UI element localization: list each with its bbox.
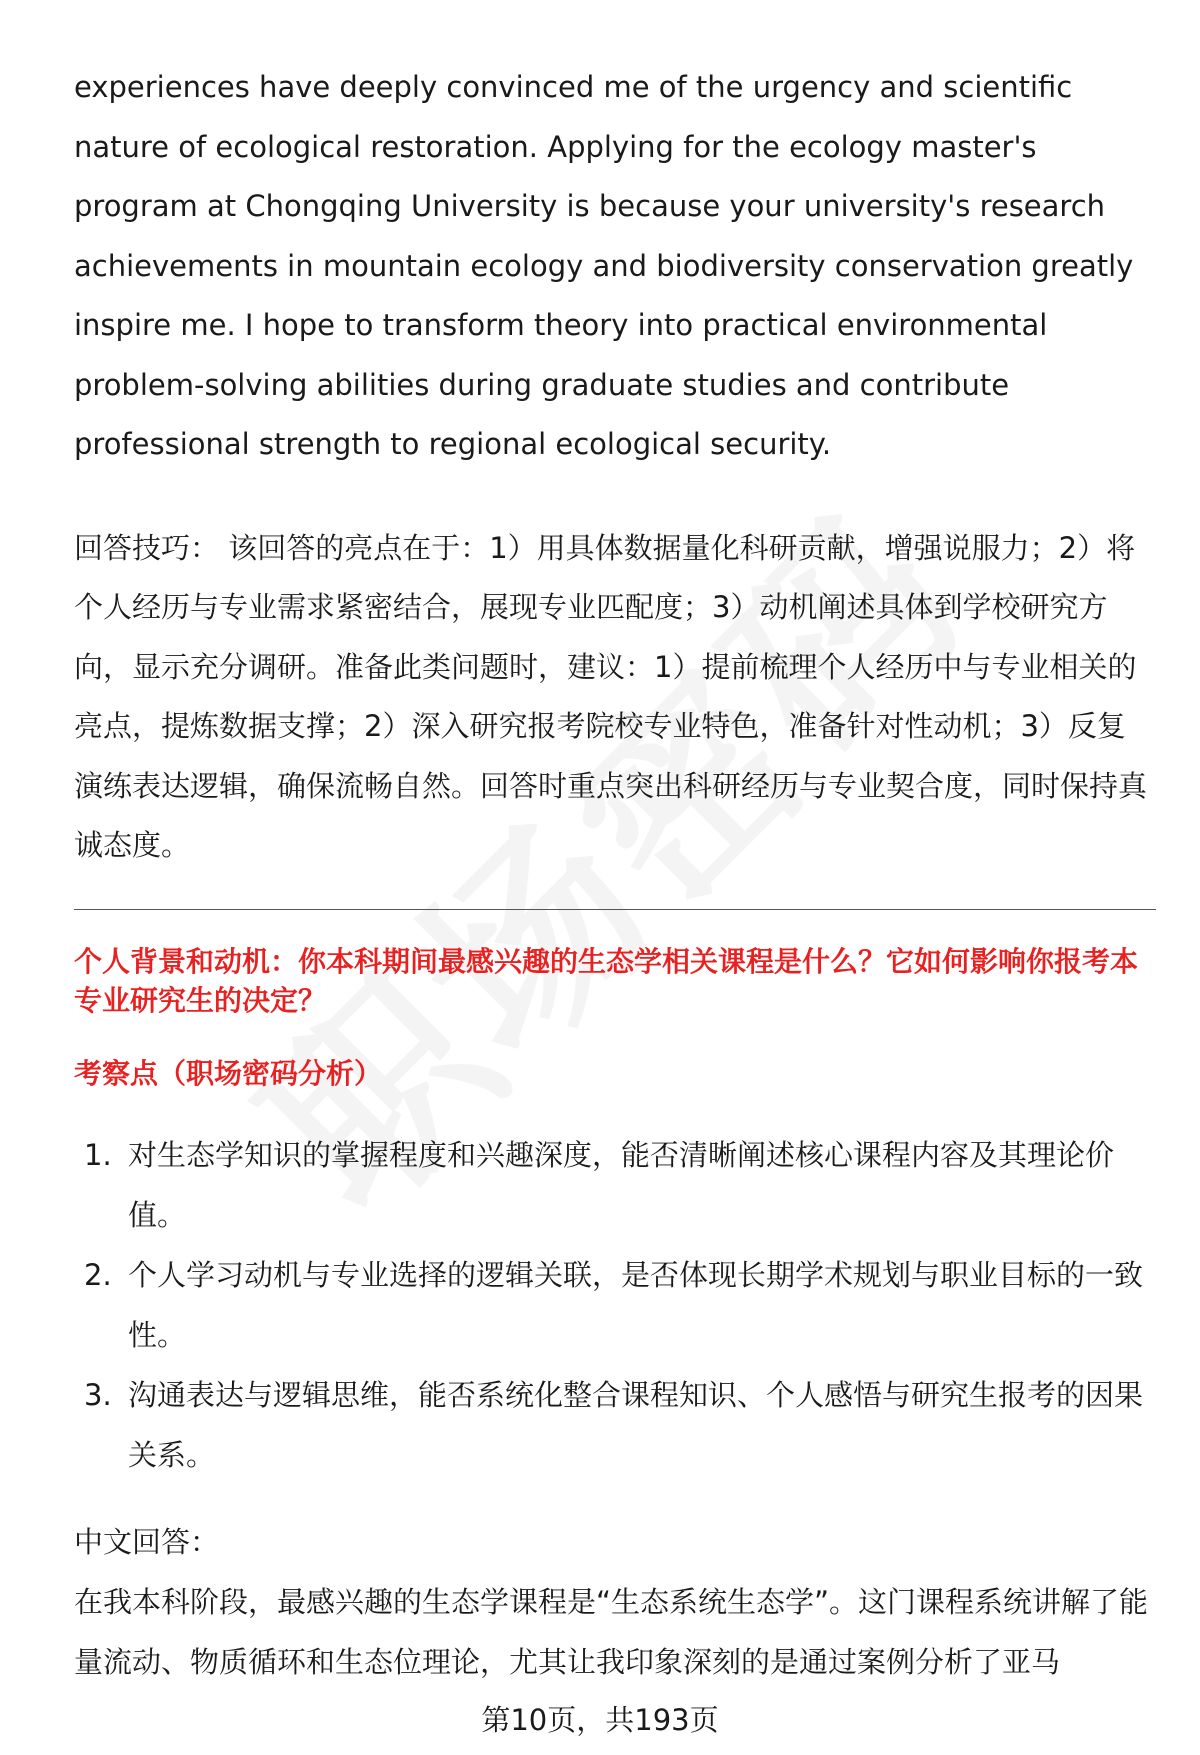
list-item-number: 2. — [84, 1258, 112, 1292]
chinese-answer-text: 在我本科阶段，最感兴趣的生态学课程是“生态系统生态学”。这门课程系统讲解了能量流动、物质循环和生态位理论，尤其让我印象深刻的是通过案例分析了亚马 — [74, 1585, 1149, 1679]
assessment-heading: 考察点（职场密码分析） — [74, 1057, 383, 1090]
list-item — [74, 1125, 1156, 1245]
list-item-number: 1. — [84, 1138, 112, 1172]
question-title: 个人背景和动机：你本科期间最感兴趣的生态学相关课程是什么？它如何影响你报考本专业研究生的决定？ — [74, 945, 1139, 1017]
list-item-text: 沟通表达与逻辑思维，能否系统化整合课程知识、个人感悟与研究生报考的因果关系。 — [128, 1378, 1144, 1472]
page-footer: 第10页，共193页 — [481, 1703, 719, 1737]
section-divider — [74, 909, 1156, 910]
assessment-points-list — [74, 1125, 1156, 1485]
list-item-number: 3. — [84, 1378, 112, 1412]
answer-tips-paragraph: 回答技巧： 该回答的亮点在于：1）用具体数据量化科研贡献，增强说服力；2）将个人经历与专业需求紧密结合，展现专业匹配度；3）动机阐述具体到学校研究方向，显示充分调研。准备此类问题时，建议：1）提前梳理个人经历中与专业相关的亮点，提炼数据支撑；2）深入研究报考院校专业特色，准备针对性动机；3）反复演练表达逻辑，确保流畅自然。回答时重点突出科研经历与专业契合度，同时保持真诚态度。 — [74, 530, 1148, 862]
chinese-answer-label: 中文回答： — [74, 1525, 220, 1559]
document-body — [74, 58, 1154, 876]
list-item-text: 个人学习动机与专业选择的逻辑关联，是否体现长期学术规划与职业目标的一致性。 — [128, 1258, 1144, 1352]
list-item — [74, 1365, 1156, 1485]
list-item — [74, 1245, 1156, 1365]
english-answer-paragraph: experiences have deeply convinced me of the urgency and scientific nature of ecological restoration. Applying for the ecology master's program at Chongqing University is because your university's research achievements in mountain ecology and biodiversity conservation greatly inspire me. I hope to transform theory into practical environmental problem-solving abilities during graduate studies and contribute professional strength to regional ecological security. — [74, 70, 1134, 461]
list-item-text: 对生态学知识的掌握程度和兴趣深度，能否清晰阐述核心课程内容及其理论价值。 — [128, 1138, 1115, 1232]
